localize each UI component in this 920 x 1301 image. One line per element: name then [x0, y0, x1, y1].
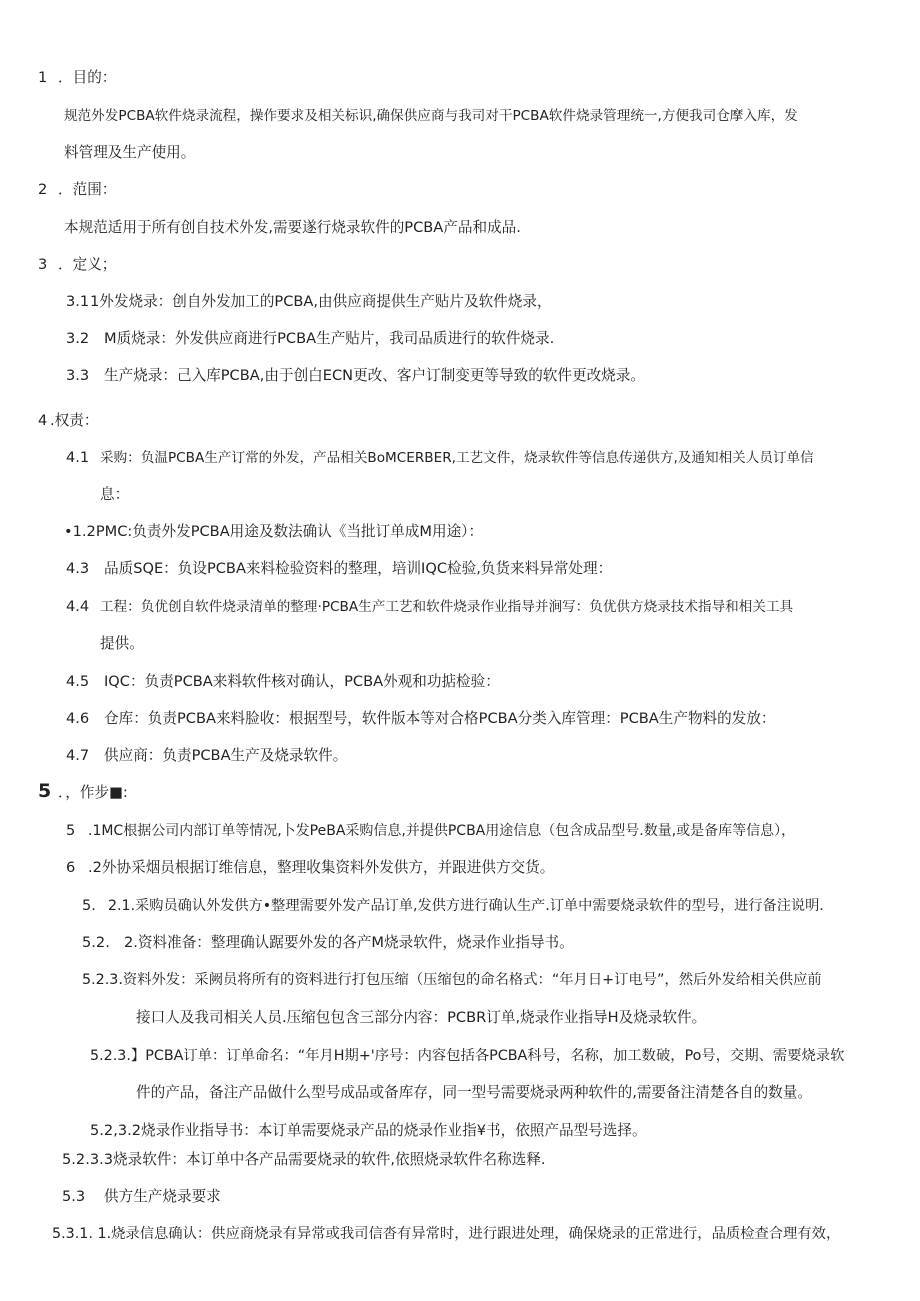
- list-item: 5.2,3.2烧录作业指导书：本订单需要烧录产品的烧录作业指¥书，依照产品型号选择。: [90, 1122, 647, 1139]
- item-text: 2.1.采购员确认外发供方•整理需要外发产品订单,发供方进行确认生产.订单中需要烧录软件的型号，进行备注说明.: [108, 898, 824, 914]
- item-number: 6: [66, 859, 76, 876]
- item-number: 3.1: [66, 293, 90, 310]
- section-number: 5: [38, 780, 52, 802]
- section-title: .权责：: [50, 412, 99, 429]
- item-text: 生产烧录：己入库PCBA,由于创白ECN更改、客户订制变更等导致的软件更改烧录。: [104, 367, 645, 384]
- item-number: 3.3: [66, 367, 90, 384]
- section-number: 4: [38, 412, 48, 429]
- list-item: 5.2.3.资料外发：采阙员将所有的资料进行打包压缩（压缩包的命名格式：“年月日+订电号”，然后外发给相关供应前: [82, 972, 822, 988]
- item-number: 5.: [82, 897, 96, 914]
- item-text: 1外发烧录：创自外发加工的PCBA,由供应商提供生产贴片及软件烧录，: [90, 293, 552, 310]
- item-number: 5.2.: [82, 934, 110, 951]
- item-text: M质烧录：外发供应商进行PCBA生产贴片，我司品质进行的软件烧录.: [104, 330, 555, 347]
- paragraph-line: 料管理及生产使用。: [64, 144, 196, 161]
- section-title: ．，作步■:: [58, 784, 128, 801]
- item-number: 3.2: [66, 330, 90, 347]
- section-number: 1: [38, 69, 48, 86]
- paragraph-line: 接口人及我司相关人员.压缩包包含三部分内容：PCBR订单,烧录作业指导H及烧录软件。: [136, 1009, 707, 1026]
- item-text: 工程：负优创自软件烧录清单的整理·PCBA生产工艺和软件烧录作业指导并涧写：负优供方烧录技术指导和相关工具: [100, 599, 794, 615]
- paragraph-line: 本规范适用于所有创自技术外发,需要遂行烧录软件的PCBA产品和成品.: [64, 219, 521, 236]
- item-text: 采购：负温PCBA生产订常的外发，产品相关BoMCERBER,工艺文件，烧录软件等信息传递供方,及通知相关人员订单信: [100, 450, 814, 466]
- item-number: 5: [66, 822, 76, 839]
- item-number: 4.3: [66, 560, 90, 577]
- paragraph-line: 息：: [100, 486, 130, 503]
- paragraph-line: 提供。: [100, 635, 144, 652]
- item-number: 5.3: [62, 1188, 86, 1205]
- item-text: 供应商：负责PCBA生产及烧录软件。: [104, 747, 348, 764]
- item-number: 4.4: [66, 598, 90, 615]
- list-item: •1.2PMC:负责外发PCBA用途及数法确认《当批订单成M用途）：: [64, 523, 484, 540]
- item-text: .2外协采烟员根据订维信息，整理收集资料外发供方，并跟进供方交货。: [88, 859, 555, 876]
- item-number: 4.6: [66, 710, 90, 727]
- item-number: 4.1: [66, 449, 90, 466]
- item-text: 品质SQE：负设PCBA来料检验资料的整理，培训IQC检验,负货来料异常处理：: [104, 560, 613, 577]
- list-item: 5.2.3.3烧录软件：本订单中各产品需要烧录的软件,依照烧录软件名称选释.: [62, 1151, 546, 1168]
- item-text: 仓库：负责PCBA来料脸收：根据型号，软件版本等对合格PCBA分类入库管理：PCBA生产物料的发放：: [104, 710, 776, 727]
- section-title: ．定义；: [58, 256, 117, 273]
- item-number: 4.7: [66, 747, 90, 764]
- section-title: ．目的：: [58, 69, 117, 86]
- list-item: 5.3.1. 1.烧录信息确认：供应商烧录有异常或我司信沓有异常时，进行跟进处理，确保烧录的正常进行，品质检查合理有效，: [52, 1226, 841, 1242]
- list-item: 5.2.3.】PCBA订单：订单命名：“年月H期+'序号：内容包括各PCBA科号，名称，加工数破，Po号，交期、需要烧录软: [90, 1048, 845, 1064]
- paragraph-line: 件的产品，备注产品做什么型号成品或备库存，同一型号需要烧录两种软件的,需要备注清楚各自的数量。: [136, 1084, 812, 1101]
- item-text: 供方生产烧录要求: [104, 1188, 221, 1205]
- paragraph-line: 规范外发PCBA软件烧录流程，操作要求及相关标识,确保供应商与我司对干PCBA软件烧录管理统一,方便我司仓摩入库，发: [64, 108, 798, 124]
- section-title: ．范围：: [58, 181, 117, 198]
- section-number: 2: [38, 181, 48, 198]
- section-number: 3: [38, 256, 48, 273]
- item-text: 2.资料准备：整理确认踞要外发的各产M烧录软件，烧录作业指导书。: [124, 934, 574, 951]
- item-text: .1MC根据公司内部订单等情况,卜发PeBA采购信息,并提供PCBA用途信息（包含成品型号.数量,或是备库等信息），: [88, 823, 796, 839]
- item-text: IQC：负责PCBA来料软件核对确认，PCBA外观和功掂检验：: [104, 673, 500, 690]
- item-number: 4.5: [66, 673, 90, 690]
